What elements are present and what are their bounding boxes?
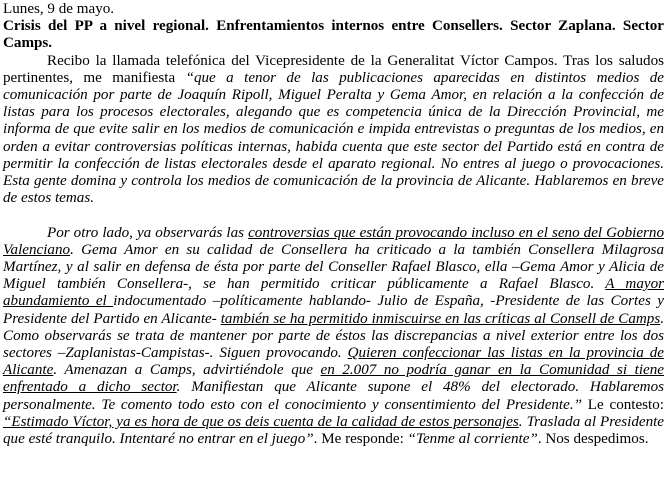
p2-s14: . Traslada al Presidente que esté tranquilo. Intentaré no entrar en el juego” (3, 413, 665, 448)
p1-quote: “que a tenor de las publicaciones aparecidas en distintos medios de comunicación por parte de Joaquín Ripoll, Miguel Peralta y Gema Amor, en relación a la confección de listas para los procesos electorales, alegando que es competencia única de la Dirección Provincial, me informa de que evite salir en los medios de comunicación e impida entrevistas o preguntas de los medios, en orden a evitar controversias políticas internas, habida cuenta que este sector del Partido está en contra de permitir la confección de listas electorales desde el aparato regional. No entres al juego o provocaciones. Esta gente domina y controla los medios de comunicación de la provincia de Alicante. Hablaremos en breve de estos temas. (3, 69, 664, 207)
p1-intro: Recibo la llamada telefónica del Vicepresidente de la Generalitat Víctor Campos. Tras los saludos pertinentes, me manifiesta (3, 52, 664, 86)
p2-s6: también se ha permitido inmiscuirse en las críticas al Consell de Camps (220, 310, 661, 327)
p2-s12: Le contesto: (582, 396, 664, 413)
p2-s5: indocumentado –políticamente hablando- Julio de España, -Presidente de las Cortes y Presidente del Partido en Alicante- (3, 293, 664, 327)
p2-s16: “Tenme al corriente” (407, 431, 538, 448)
p2-s7: . Como observarás se trata de mantener por parte de éstos las discrepancias a nivel exterior entre los dos sectores –Zaplanistas-Campistas-. Siguen provocando. (3, 310, 664, 362)
paragraph-gap (3, 207, 664, 224)
paragraph-1 (3, 53, 664, 208)
p2-s1: Por otro lado, ya observarás las (47, 224, 249, 241)
p2-s15: . Me responde: (313, 431, 408, 448)
entry-title: Crisis del PP a nivel regional. Enfrentamientos internos entre Consellers. Sector Zaplana. Sector Camps. (3, 18, 664, 52)
entry-date: Lunes, 9 de mayo. (3, 1, 115, 17)
p2-s4: A mayor abundamiento el (3, 276, 665, 310)
p2-s2: controversias que están provocando incluso en el seno del Gobierno Valenciano (3, 224, 664, 258)
p2-s13: “Estimado Víctor, ya es hora de que os deis cuenta de la calidad de estos personajes (3, 413, 519, 430)
p2-s11: . Manifiestan que Alicante supone el 48% del electorado. Hablaremos personalmente. Te comento todo esto con el conocimiento y consentimiento del Presidente.” (3, 379, 664, 413)
p2-s9: . Amenazan a Camps, advirtiéndole que (53, 362, 321, 379)
p2-s10: en 2.007 no podría ganar en la Comunidad si tiene enfrentado a dicho sector (3, 362, 664, 396)
paragraph-2 (3, 225, 664, 449)
p2-s17: . Nos despedimos. (537, 431, 649, 448)
p2-s3: . Gema Amor en su calidad de Consellera ha criticado a la también Consellera Milagrosa Martínez, y al salir en defensa de ésta por parte del Conseller Rafael Blasco, ella –Gema Amor y Alicia de Miguel también Consellera-, se han permitido criticar públicamente a Rafael Blasco. (3, 241, 664, 293)
p2-s8: Quieren confeccionar las listas en la provincia de Alicante (3, 345, 664, 379)
